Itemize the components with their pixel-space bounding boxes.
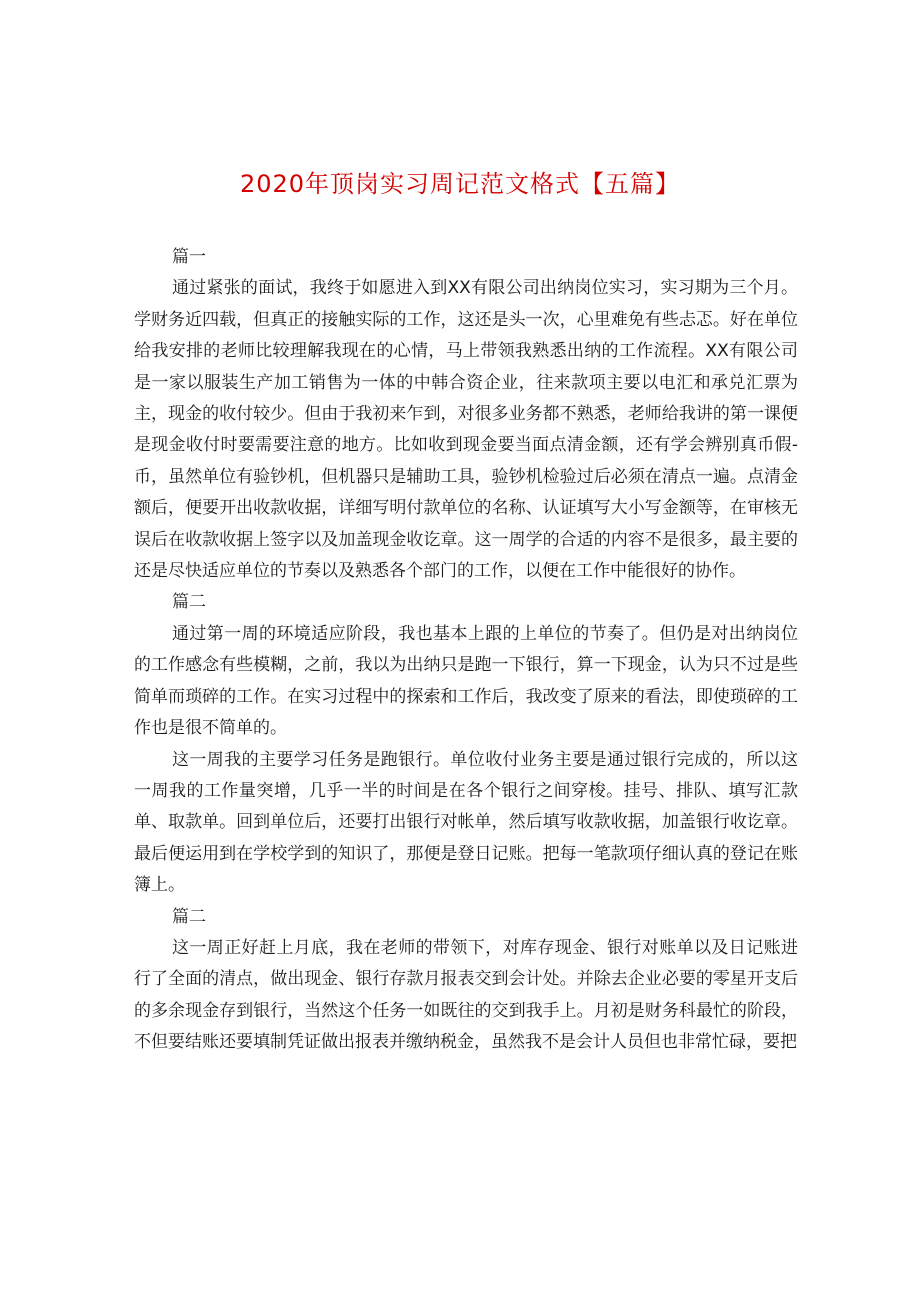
section-1-paragraph-1: 通过紧张的面试，我终于如愿进入到XX有限公司出纳岗位实习，实习期为三个月。学财务近四载，但真正的接触实际的工作，这还是头一次，心里难免有些忐忑。好在单位给我安排的老师比较理解我现在的心情，马上带领我熟悉出纳的工作流程。XX有限公司是一家以服装生产加工销售为一体的中韩合资企业，往来款项主要以电汇和承兑汇票为主，现金的收付较少。但由于我初来乍到，对很多业务都不熟悉，老师给我讲的第一课便是现金收付时要需要注意的地方。比如收到现金要当面点清金额，还有学会辨别真币假-币，虽然单位有验钞机，但机器只是辅助工具，验钞机检验过后必须在清点一遍。点清金额后，便要开出收款收据，详细写明付款单位的名称、认证填写大小写金额等，在审核无误后在收款收据上签字以及加盖现金收讫章。这一周学的合适的内容不是很多，最主要的还是尽快适应单位的节奏以及熟悉各个部门的工作，以便在工作中能很好的协作。 <box>134 278 798 582</box>
section-heading-3: 篇二 <box>172 906 206 927</box>
document-title: 2020年顶岗实习周记范文格式【五篇】 <box>239 170 681 198</box>
section-heading-2: 篇二 <box>172 592 206 613</box>
section-3-paragraph-1: 这一周正好赶上月底，我在老师的带领下，对库存现金、银行对账单以及日记账进行了全面的清点，做出现金、银行存款月报表交到会计处。并除去企业必要的零星开支后的多余现金存到银行，当然这个任务一如既往的交到我手上。月初是财务科最忙的阶段，不但要结账还要填制凭证做出报表并缴纳税金，虽然我不是会计人员但也非常忙碌，要把 <box>134 937 798 1053</box>
document-body <box>134 242 798 1059</box>
section-2-paragraph-1: 通过第一周的环境适应阶段，我也基本上跟的上单位的节奏了。但仍是对出纳岗位的工作感念有些模糊，之前，我以为出纳只是跑一下银行，算一下现金，认为只不过是些简单而琐碎的工作。在实习过程中的探索和工作后，我改变了原来的看法，即使琐碎的工作也是很不简单的。 <box>134 623 798 739</box>
section-2-paragraph-2: 这一周我的主要学习任务是跑银行。单位收付业务主要是通过银行完成的，所以这一周我的工作量突增，几乎一半的时间是在各个银行之间穿梭。挂号、排队、填写汇款单、取款单。回到单位后，还要打出银行对帐单，然后填写收款收据，加盖银行收讫章。最后便运用到在学校学到的知识了，那便是登日记账。把每一笔款项仔细认真的登记在账簿上。 <box>134 749 798 896</box>
section-heading-1: 篇一 <box>172 247 206 267</box>
